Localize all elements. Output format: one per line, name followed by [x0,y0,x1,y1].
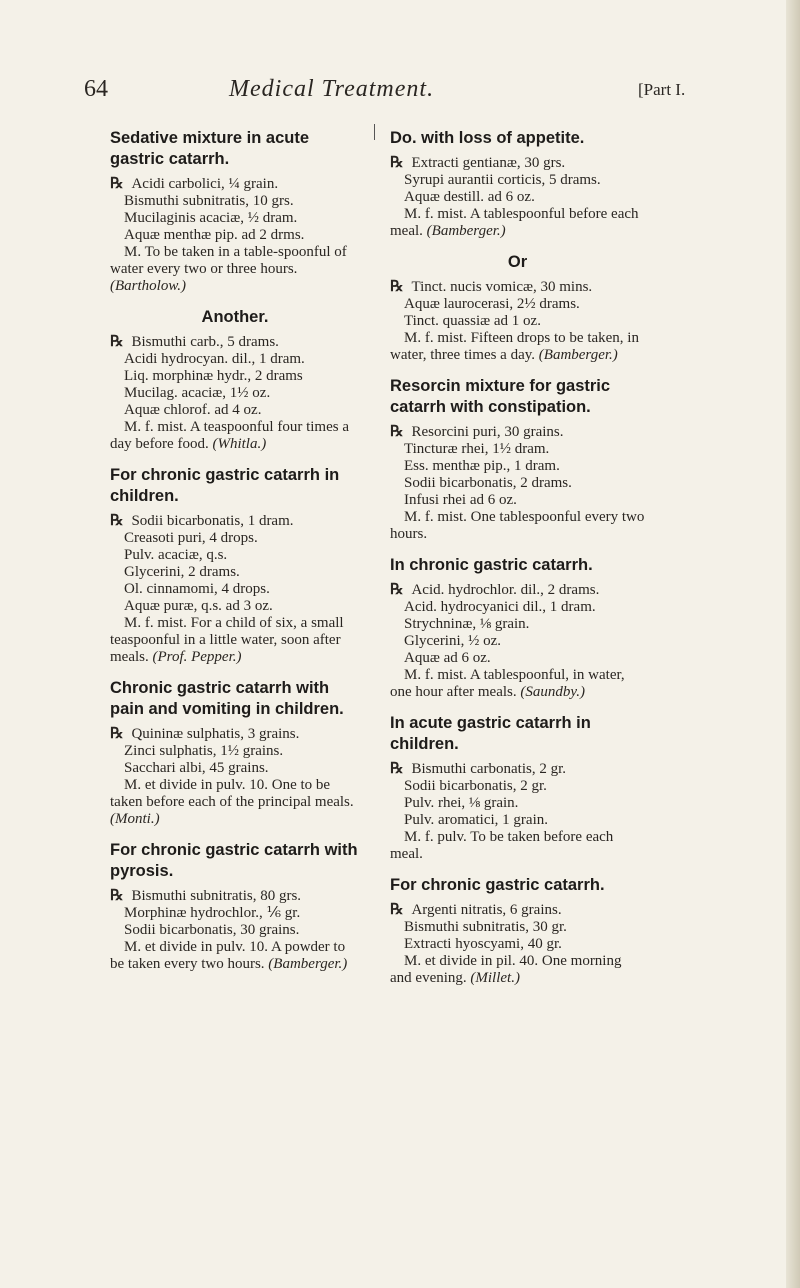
ingredient-text: Sodii bicarbonatis, 1 dram. [131,513,294,529]
ingredient-line [390,279,645,296]
directions-text: M. et divide in pulv. 10. A powder to be taken every two hours. [110,939,346,972]
directions-text: M. f. mist. A tablespoonful, in water, one hour after meals. [390,667,625,700]
ingredient-line [110,351,360,368]
page-edge [786,0,800,1288]
right-column [390,128,645,999]
recipe-directions [390,829,645,863]
ingredient-text: Quininæ sulphatis, 3 grains. [131,726,300,742]
prescription-symbol: ℞ [390,761,404,777]
directions-text: M. f. mist. For a child of six, a small teaspoonful in a little water, soon after meals. [110,615,344,665]
recipe-source: (Prof. Pepper.) [152,649,242,665]
directions-text: M. f. mist. Fifteen drops to be taken, in water, three times a day. [390,330,639,363]
ingredient-text: Tinct. nucis vomicæ, 30 mins. [411,279,593,295]
part-label: [Part I. [638,80,686,99]
ingredient-text: Acid. hydrochlor. dil., 2 drams. [411,582,600,598]
ingredient-line [390,492,645,509]
recipe-block [390,713,645,863]
ingredient-line [390,616,645,633]
ingredient-text: Extracti hyoscyami, 40 gr. [404,936,562,952]
recipe-block [390,376,645,543]
ingredient-text: Liq. morphinæ hydr., 2 drams [124,368,303,384]
ingredient-line [390,424,645,441]
recipe-title: Chronic gastric catarrh with pain and vomiting in children. [110,679,344,718]
ingredient-line [110,210,360,227]
ingredient-text: Pulv. acaciæ, q.s. [124,547,228,563]
ingredient-text: Syrupi aurantii corticis, 5 drams. [404,172,601,188]
ingredient-line [390,902,645,919]
ingredient-text: Sodii bicarbonatis, 2 gr. [404,778,547,794]
running-title: Medical Treatment. [229,76,435,102]
page-header [84,76,724,116]
left-column [110,128,360,985]
directions-text: M. f. mist. One tablespoonful every two hours. [390,509,645,542]
recipe-directions [390,667,645,701]
ingredient-line [390,441,645,458]
recipe-source: (Saundby.) [520,684,585,700]
recipe-source: (Millet.) [470,970,520,986]
ingredient-line [110,513,360,530]
ingredient-line [110,193,360,210]
ingredient-text: Argenti nitratis, 6 grains. [411,902,562,918]
page-number: 64 [84,76,108,102]
ingredient-text: Extracti gentianæ, 30 grs. [411,155,566,171]
ingredient-line [110,402,360,419]
ingredient-text: Zinci sulphatis, 1½ grains. [124,743,284,759]
ingredient-text: Glycerini, 2 drams. [124,564,240,580]
directions-text: M. f. pulv. To be taken before each meal. [390,829,614,862]
ingredient-line [390,795,645,812]
recipe-directions [110,419,360,453]
ingredient-text: Glycerini, ½ oz. [404,633,502,649]
recipe-block [390,128,645,240]
recipe-source: (Bamberger.) [426,223,506,239]
prescription-symbol: ℞ [390,582,404,598]
ingredient-line [110,334,360,351]
ingredient-line [390,582,645,599]
ingredient-line [390,475,645,492]
directions-text: M. et divide in pil. 40. One morning and evening. [390,953,622,986]
ingredient-text: Aquæ destill. ad 6 oz. [404,189,535,205]
ingredient-line [390,761,645,778]
recipe-directions [390,509,645,543]
ingredient-text: Bismuthi subnitratis, 30 gr. [404,919,567,935]
ingredient-line [110,905,360,922]
ingredient-text: Sodii bicarbonatis, 2 drams. [404,475,572,491]
recipe-title: In chronic gastric catarrh. [390,556,593,574]
recipe-title: Sedative mixture in acute gastric catarrh. [110,129,309,168]
ingredient-text: Bismuthi subnitratis, 10 grs. [124,193,294,209]
ingredient-line [390,189,645,206]
ingredient-text: Pulv. rhei, ⅛ grain. [404,795,519,811]
recipe-title: Or [507,253,528,271]
ingredient-line [110,598,360,615]
ingredient-text: Aquæ menthæ pip. ad 2 drms. [124,227,305,243]
recipe-title: For chronic gastric catarrh in children. [110,466,340,505]
recipe-directions [110,777,360,828]
recipe-source: (Bartholow.) [110,278,186,294]
ingredient-text: Bismuthi subnitratis, 80 grs. [131,888,302,904]
recipe-block [110,840,360,973]
prescription-symbol: ℞ [110,726,124,742]
ingredient-line [110,547,360,564]
ingredient-text: Ol. cinnamomi, 4 drops. [124,581,270,597]
recipe-block [110,465,360,666]
directions-text: M. f. mist. A teaspoonful four times a day before food. [110,419,349,452]
ingredient-text: Resorcini puri, 30 grains. [411,424,564,440]
prescription-symbol: ℞ [110,176,124,192]
ingredient-text: Morphinæ hydrochlor., ⅙ gr. [124,905,301,921]
ingredient-text: Sodii bicarbonatis, 30 grains. [124,922,300,938]
recipe-block [110,128,360,295]
recipe-directions [390,206,645,240]
prescription-symbol: ℞ [390,424,404,440]
prescription-symbol: ℞ [110,334,124,350]
ingredient-line [390,599,645,616]
prescription-symbol: ℞ [110,888,124,904]
recipe-source: (Monti.) [110,811,160,827]
ingredient-line [390,919,645,936]
ingredient-text: Pulv. aromatici, 1 grain. [404,812,548,828]
recipe-source: (Bamberger.) [538,347,618,363]
ingredient-line [110,726,360,743]
ingredient-line [110,368,360,385]
ingredient-line [390,650,645,667]
ingredient-line [390,155,645,172]
ingredient-text: Bismuthi carb., 5 drams. [131,334,279,350]
directions-text: M. et divide in pulv. 10. One to be taken before each of the principal meals. [110,777,354,810]
ingredient-line [110,564,360,581]
ingredient-line [390,296,645,313]
ingredient-line [390,812,645,829]
recipe-block [390,875,645,987]
ingredient-text: Mucilag. acaciæ, 1½ oz. [124,385,271,401]
ingredient-text: Aquæ laurocerasi, 2½ drams. [404,296,580,312]
ingredient-line [390,172,645,189]
ingredient-text: Aquæ puræ, q.s. ad 3 oz. [124,598,273,614]
ingredient-text: Aquæ chlorof. ad 4 oz. [124,402,262,418]
recipe-directions [110,939,360,973]
ingredient-line [110,385,360,402]
prescription-symbol: ℞ [390,279,404,295]
prescription-symbol: ℞ [390,902,404,918]
ingredient-line [110,760,360,777]
recipe-directions [110,244,360,295]
ingredient-text: Aquæ ad 6 oz. [404,650,491,666]
ingredient-text: Creasoti puri, 4 drops. [124,530,258,546]
recipe-source: (Whitla.) [212,436,267,452]
recipe-source: (Bamberger.) [268,956,348,972]
ingredient-line [390,778,645,795]
ingredient-line [390,633,645,650]
ingredient-text: Infusi rhei ad 6 oz. [404,492,517,508]
ingredient-line [390,458,645,475]
ingredient-line [110,743,360,760]
recipe-block [110,678,360,828]
recipe-block [390,555,645,701]
recipe-title: For chronic gastric catarrh with pyrosis. [110,841,358,880]
ingredient-line [110,176,360,193]
ingredient-text: Bismuthi carbonatis, 2 gr. [411,761,567,777]
ingredient-line [110,581,360,598]
ingredient-text: Acidi carbolici, ¼ grain. [131,176,279,192]
directions-text: M. f. mist. A tablespoonful before each meal. [390,206,639,239]
recipe-directions [390,330,645,364]
prescription-symbol: ℞ [110,513,124,529]
recipe-title: Resorcin mixture for gastric catarrh with constipation. [390,377,611,416]
ingredient-text: Sacchari albi, 45 grains. [124,760,269,776]
recipe-title: Another. [201,308,269,326]
ingredient-line [110,227,360,244]
ingredient-line [390,313,645,330]
column-divider [374,124,375,140]
recipe-directions [390,953,645,987]
ingredient-text: Mucilaginis acaciæ, ½ dram. [124,210,298,226]
ingredient-line [390,936,645,953]
recipe-directions [110,615,360,666]
ingredient-text: Ess. menthæ pip., 1 dram. [404,458,560,474]
recipe-title: In acute gastric catarrh in children. [390,714,591,753]
ingredient-line [110,888,360,905]
recipe-block [110,307,360,453]
directions-text: M. To be taken in a table-spoonful of water every two or three hours. [110,244,347,277]
ingredient-line [110,530,360,547]
ingredient-text: Acid. hydrocyanici dil., 1 dram. [404,599,596,615]
ingredient-text: Acidi hydrocyan. dil., 1 dram. [124,351,305,367]
prescription-symbol: ℞ [390,155,404,171]
ingredient-text: Tinct. quassiæ ad 1 oz. [404,313,541,329]
recipe-title: For chronic gastric catarrh. [390,876,605,894]
ingredient-text: Tincturæ rhei, 1½ dram. [404,441,550,457]
recipe-block [390,252,645,364]
ingredient-line [110,922,360,939]
ingredient-text: Strychninæ, ⅛ grain. [404,616,530,632]
recipe-title: Do. with loss of appetite. [390,129,585,147]
